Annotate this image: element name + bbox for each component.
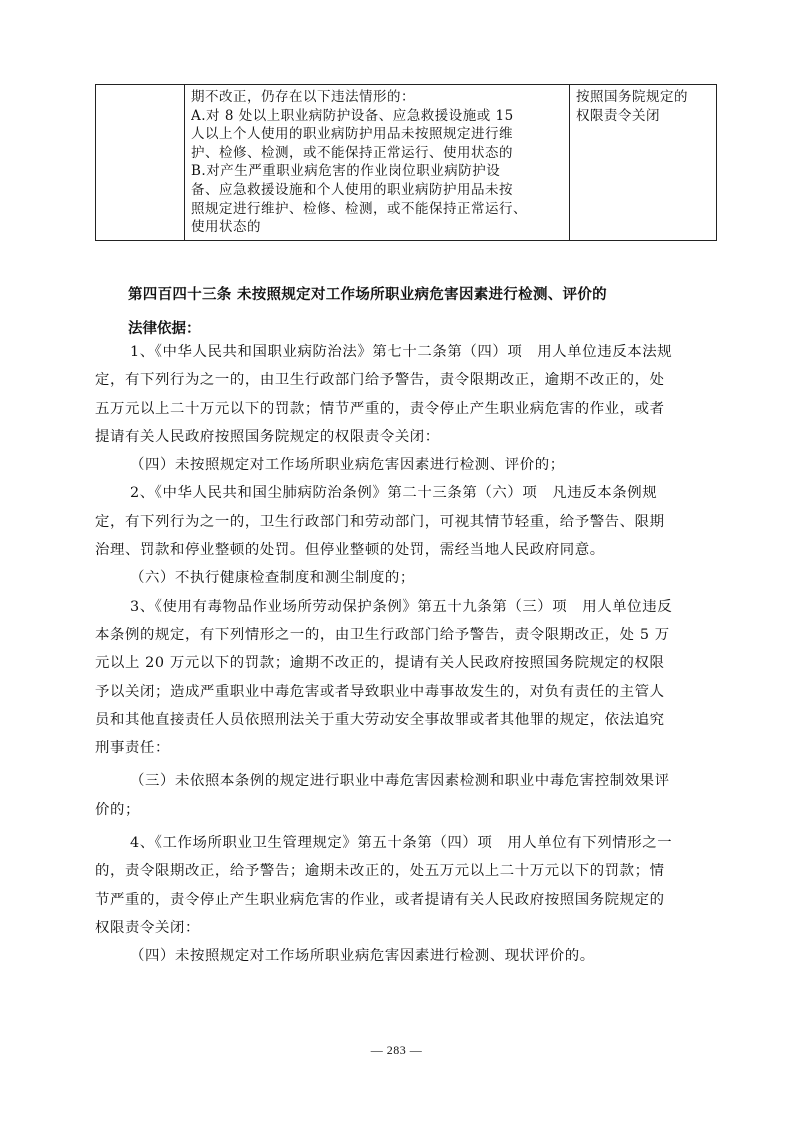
paragraph <box>95 767 670 824</box>
document-body <box>95 338 673 971</box>
text-line: 员和其他直接责任人员依照刑法关于重大劳动安全事故罪或者其他罪的规定，依法追究 <box>95 711 665 728</box>
cell-line: B.对产生严重职业病危害的作业岗位职业病防护设 <box>191 163 501 180</box>
table-row <box>96 85 717 241</box>
text-line: （六）不执行健康检查制度和测尘制度的； <box>130 570 415 587</box>
article-title: 第四百四十三条 未按照规定对工作场所职业病危害因素进行检测、评价的 <box>128 287 607 303</box>
text-line: 提请有关人民政府按照国务院规定的权限责令关闭： <box>95 428 440 445</box>
text-line: 的，责令限期改正，给予警告；逾期未改正的，处五万元以上二十万元以下的罚款；情 <box>95 863 665 880</box>
cell-line: 照规定进行维护、检修、检测，或不能保持正常运行、 <box>191 200 527 217</box>
penalty-cell <box>570 85 717 241</box>
violation-description-cell <box>185 85 570 241</box>
paragraph <box>95 942 665 970</box>
text-line: 元以上 20 万元以下的罚款；逾期不改正的，提请有关人民政府按照国务院规定的权限 <box>95 655 665 672</box>
text-line: 治理、罚款和停业整顿的处罚。但停业整顿的处罚，需经当地人民政府同意。 <box>95 542 605 559</box>
cell-line: 期不改正，仍存在以下违法情形的： <box>191 89 415 105</box>
text-line: 定，有下列行为之一的，卫生行政部门和劳动部门，可视其情节轻重，给予警告、限期 <box>95 513 665 530</box>
cell-line: 使用状态的 <box>191 219 261 236</box>
paragraph <box>95 451 665 479</box>
text-line: 定，有下列行为之一的，由卫生行政部门给予警告，责令限期改正，逾期不改正的，处 <box>95 372 665 389</box>
paragraph <box>95 564 665 592</box>
text-line: 予以关闭；造成严重职业中毒危害或者导致职业中毒事故发生的，对负有责任的主管人 <box>95 683 665 700</box>
text-line: 权限责令关闭： <box>95 919 200 936</box>
paragraph <box>95 593 673 763</box>
text-line: 五万元以上二十万元以下的罚款；情节严重的，责令停止产生职业病危害的作业，或者 <box>95 400 665 417</box>
text-line: 2、《中华人民共和国尘肺病防治条例》第二十三条第（六）项 凡违反本条例规 <box>130 485 658 502</box>
page-number: — 283 — <box>370 1043 423 1057</box>
penalty-table <box>95 84 717 241</box>
text-line: 4、《工作场所职业卫生管理规定》第五十条第（四）项 用人单位有下列情形之一 <box>130 835 673 852</box>
cell-line: 备、应急救援设施和个人使用的职业病防护用品未按 <box>191 181 513 198</box>
paragraph <box>95 479 665 564</box>
text-line: 价的； <box>95 801 140 818</box>
cell-line: A.对 8 处以上职业病防护设备、应急救援设施或 15 <box>191 107 514 124</box>
paragraph <box>95 829 673 942</box>
text-line: 刑事责任： <box>95 740 170 757</box>
text-line: 1、《中华人民共和国职业病防治法》第七十二条第（四）项 用人单位违反本法规 <box>130 344 673 360</box>
text-line: 3、《使用有毒物品作业场所劳动保护条例》第五十九条第（三）项 用人单位违反 <box>130 598 673 615</box>
text-line: （三）未依照本条例的规定进行职业中毒危害因素检测和职业中毒危害控制效果评 <box>130 773 670 790</box>
cell-line: 护、检修、检测，或不能保持正常运行、使用状态的 <box>191 144 513 161</box>
text-line: 本条例的规定，有下列情形之一的，由卫生行政部门给予警告，责令限期改正，处 5 万 <box>95 626 670 643</box>
cell-line: 人以上个人使用的职业病防护用品未按照规定进行维 <box>191 126 513 143</box>
cell-line: 权限责令关闭 <box>576 107 660 124</box>
text-line: （四）未按照规定对工作场所职业病危害因素进行检测、现状评价的。 <box>130 948 595 965</box>
text-line: （四）未按照规定对工作场所职业病危害因素进行检测、评价的； <box>130 457 565 474</box>
text-line: 节严重的，责令停止产生职业病危害的作业，或者提请有关人民政府按照国务院规定的 <box>95 891 665 908</box>
paragraph <box>95 338 673 451</box>
cell-line: 按照国务院规定的 <box>576 89 688 105</box>
table-cell-empty <box>96 85 185 241</box>
legal-basis-heading: 法律依据： <box>128 321 201 337</box>
